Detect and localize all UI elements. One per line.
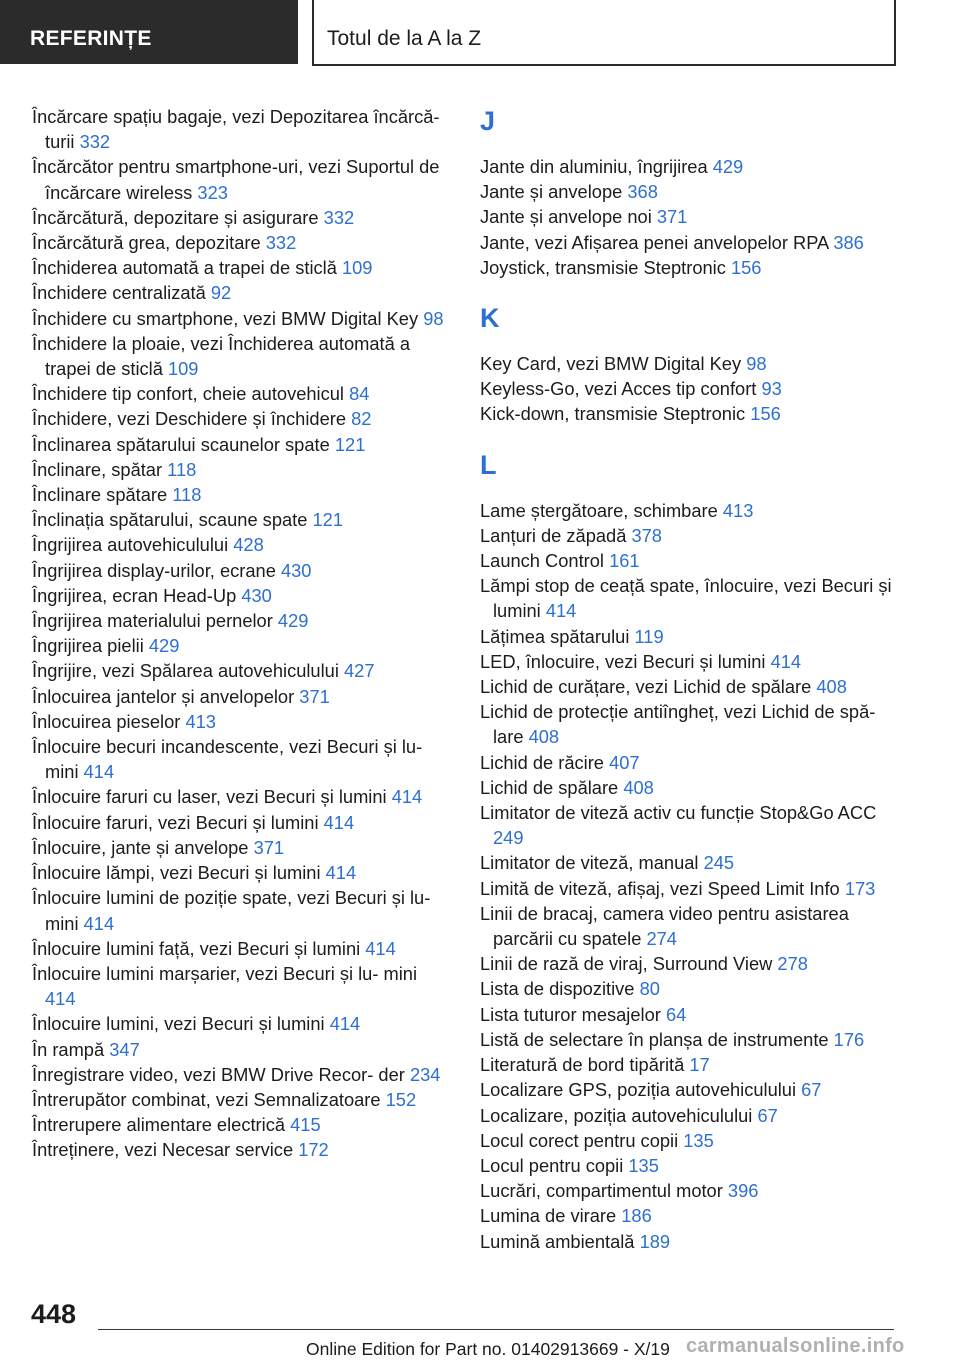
index-entry xyxy=(480,548,900,573)
page-reference-link[interactable]: 408 xyxy=(816,676,847,698)
index-entry xyxy=(32,658,452,683)
index-entry xyxy=(32,860,452,885)
index-entry xyxy=(32,406,452,431)
entry-term: Limită de viteză, afișaj, vezi Speed Limit Info xyxy=(480,877,840,899)
index-entry xyxy=(32,885,452,935)
index-entry xyxy=(480,255,900,280)
page-reference-link[interactable]: 371 xyxy=(656,206,688,228)
index-entry xyxy=(32,1011,452,1036)
index-entry xyxy=(32,608,452,633)
index-entry xyxy=(480,800,900,850)
entry-term: Lista tuturor mesajelor xyxy=(480,1003,661,1025)
index-entry xyxy=(480,401,900,426)
entry-term: Launch Control xyxy=(480,550,604,572)
edition-note: Online Edition for Part no. 01402913669 - X/19 xyxy=(306,1339,670,1359)
page-reference-link[interactable]: 84 xyxy=(349,383,370,405)
index-entry xyxy=(480,1229,900,1254)
page-reference-link[interactable]: 92 xyxy=(210,282,232,304)
index-entry xyxy=(480,750,900,775)
entry-term: Lămpi stop de ceață spate, înlocuire, vezi Becuri și lumini xyxy=(480,575,892,622)
index-entry xyxy=(480,230,900,255)
page-reference-link[interactable]: 413 xyxy=(722,499,754,521)
page-reference-link[interactable]: 135 xyxy=(628,1154,659,1176)
index-entry xyxy=(480,523,900,548)
index-entry xyxy=(480,976,900,1001)
index-entry xyxy=(32,1112,452,1137)
index-entry xyxy=(480,775,900,800)
page-reference-link[interactable]: 429 xyxy=(148,635,180,657)
entry-term: Înlocuire lumini de poziție spate, vezi Becuri și lu‐ mini xyxy=(32,887,431,934)
index-entry xyxy=(480,649,900,674)
index-entry xyxy=(32,255,452,280)
page-reference-link[interactable]: 414 xyxy=(83,761,115,783)
index-entry xyxy=(32,331,452,381)
page-reference-link[interactable]: 414 xyxy=(323,811,355,833)
index-entry xyxy=(480,674,900,699)
page-reference-link[interactable]: 414 xyxy=(365,937,396,959)
entry-term: Îngrijirea, ecran Head-Up xyxy=(32,584,237,606)
page-reference-link[interactable]: 80 xyxy=(639,978,660,1000)
entry-term: Limitator de viteză, manual xyxy=(480,852,699,874)
page-reference-link[interactable]: 414 xyxy=(45,988,76,1010)
entry-term: Înregistrare video, vezi BMW Drive Recor‐ der xyxy=(32,1063,405,1085)
index-entry xyxy=(32,835,452,860)
watermark: carmanualsonline.info xyxy=(686,1335,905,1357)
entry-term: Joystick, transmisie Steptronic xyxy=(480,256,726,278)
page-reference-link[interactable]: 118 xyxy=(167,458,197,480)
entry-term: Lichid de răcire xyxy=(480,751,604,773)
index-entry xyxy=(480,1052,900,1077)
index-entry xyxy=(32,532,452,557)
entry-term: Locul corect pentru copii xyxy=(480,1129,679,1151)
index-letter-heading: L xyxy=(480,449,497,480)
entry-term: Înlocuire faruri cu laser, vezi Becuri și lumini xyxy=(32,786,387,808)
entry-term: Linii de bracaj, camera video pentru asistarea parcării cu spatele xyxy=(480,902,849,950)
page-reference-link[interactable]: 430 xyxy=(241,584,272,606)
page-reference-link[interactable]: 414 xyxy=(391,786,423,808)
entry-term: Încărcătură, depozitare și asigurare xyxy=(32,206,319,228)
page-reference-link[interactable]: 135 xyxy=(683,1129,714,1151)
page-reference-link[interactable]: 98 xyxy=(423,307,444,329)
page-reference-link[interactable]: 98 xyxy=(746,353,767,375)
entry-term: Lucrări, compartimentul motor xyxy=(480,1180,723,1202)
page-reference-link[interactable]: 332 xyxy=(79,131,111,153)
page-reference-link[interactable]: 234 xyxy=(409,1063,441,1085)
page-reference-link[interactable]: 17 xyxy=(689,1054,710,1076)
page-reference-link[interactable]: 396 xyxy=(727,1180,759,1202)
page-reference-link[interactable]: 368 xyxy=(627,181,658,203)
index-entry xyxy=(480,850,900,875)
index-entry xyxy=(480,1128,900,1153)
entry-term: Înlocuire lumini față, vezi Becuri și lumini xyxy=(32,937,361,959)
entry-term: Întreținere, vezi Necesar service xyxy=(32,1139,294,1161)
index-entry xyxy=(32,457,452,482)
page-reference-link[interactable]: 172 xyxy=(298,1139,329,1161)
index-entry xyxy=(480,154,900,179)
index-entry xyxy=(32,230,452,255)
page-reference-link[interactable]: 161 xyxy=(609,550,640,572)
index-entry xyxy=(480,1103,900,1128)
page-reference-link[interactable]: 428 xyxy=(233,534,264,556)
entry-term: Localizare, poziția autovehiculului xyxy=(480,1104,753,1126)
index-entry xyxy=(480,624,900,649)
entry-term: Listă de selectare în planșa de instrumente xyxy=(480,1028,829,1050)
entry-term: Limitator de viteză activ cu funcție Stop&Go ACC xyxy=(480,802,877,824)
index-entry xyxy=(32,810,452,835)
index-entry xyxy=(480,351,900,376)
page-reference-link[interactable]: 430 xyxy=(280,559,312,581)
index-entry xyxy=(32,306,452,331)
entry-term: Înlocuire faruri, vezi Becuri și lumini xyxy=(32,811,319,833)
page-reference-link[interactable]: 414 xyxy=(770,650,802,672)
index-entry xyxy=(32,154,452,204)
index-entry xyxy=(480,876,900,901)
entry-term: Închidere cu smartphone, vezi BMW Digital Key xyxy=(32,307,419,329)
index-entry xyxy=(480,1178,900,1203)
entry-term: Întrerupere alimentare electrică xyxy=(32,1114,286,1136)
page-reference-link[interactable]: 186 xyxy=(621,1205,652,1227)
entry-term: Închidere tip confort, cheie autovehicul xyxy=(32,383,344,405)
page-reference-link[interactable]: 67 xyxy=(801,1079,822,1101)
page-reference-link[interactable]: 67 xyxy=(757,1104,778,1126)
entry-term: Închidere la ploaie, vezi Închiderea automată a trapei de sticlă xyxy=(32,332,411,380)
page-reference-link[interactable]: 407 xyxy=(609,751,640,773)
entry-term: Lista de dispozitive xyxy=(480,978,635,1000)
entry-term: Lățimea spătarului xyxy=(480,625,630,647)
page-reference-link[interactable]: 414 xyxy=(83,912,115,934)
index-column-right xyxy=(480,104,900,1254)
index-entry xyxy=(32,633,452,658)
index-entry xyxy=(32,558,452,583)
page-reference-link[interactable]: 109 xyxy=(167,358,199,380)
index-entry xyxy=(480,1153,900,1178)
page-reference-link[interactable]: 429 xyxy=(277,610,309,632)
page-reference-link[interactable]: 119 xyxy=(634,625,664,647)
page-reference-link[interactable]: 118 xyxy=(172,484,202,506)
index-entry xyxy=(480,498,900,523)
page-reference-link[interactable]: 189 xyxy=(639,1230,671,1252)
entry-term: Înlocuire, jante și anvelope xyxy=(32,836,249,858)
entry-term: Încărcare spațiu bagaje, vezi Depozitarea încărcă‐ turii xyxy=(32,106,440,153)
index-entry xyxy=(32,709,452,734)
index-entry xyxy=(32,432,452,457)
index-entry xyxy=(480,901,900,951)
page-reference-link[interactable]: 378 xyxy=(631,524,662,546)
entry-term: Înlocuire lumini, vezi Becuri și lumini xyxy=(32,1013,325,1035)
page-reference-link[interactable]: 408 xyxy=(623,776,654,798)
entry-term: Închiderea automată a trapei de sticlă xyxy=(32,257,337,279)
entry-term: Locul pentru copii xyxy=(480,1154,624,1176)
index-entry xyxy=(480,1002,900,1027)
footer-divider xyxy=(98,1329,894,1330)
index-entry xyxy=(32,280,452,305)
index-entry xyxy=(480,376,900,401)
entry-term: Înclinare, spătar xyxy=(32,458,163,480)
entry-term: Înlocuire lămpi, vezi Becuri și lumini xyxy=(32,862,321,884)
entry-term: Jante și anvelope noi xyxy=(480,206,652,228)
page-reference-link[interactable]: 371 xyxy=(253,836,285,858)
entry-term: Înlocuirea jantelor și anvelopelor xyxy=(32,685,295,707)
page-reference-link[interactable]: 408 xyxy=(528,726,560,748)
page-reference-link[interactable]: 152 xyxy=(385,1088,417,1110)
entry-term: Lanțuri de zăpadă xyxy=(480,524,627,546)
page-reference-link[interactable]: 64 xyxy=(665,1003,687,1025)
index-entry xyxy=(32,482,452,507)
entry-term: Îngrijirea pielii xyxy=(32,635,144,657)
index-entry xyxy=(32,583,452,608)
page-reference-link[interactable]: 109 xyxy=(341,257,373,279)
entry-term: Îngrijirea autovehiculului xyxy=(32,534,229,556)
index-entry xyxy=(32,104,452,154)
entry-term: Înclinarea spătarului scaunelor spate xyxy=(32,433,330,455)
entry-term: Jante, vezi Afișarea penei anvelopelor RPA xyxy=(480,231,829,253)
page-reference-link[interactable]: 245 xyxy=(703,852,735,874)
index-entry xyxy=(480,1027,900,1052)
index-entry xyxy=(32,1062,452,1087)
section-title: REFERINȚE xyxy=(30,27,152,50)
index-entry xyxy=(32,784,452,809)
index-entry xyxy=(480,179,900,204)
entry-term: Închidere centralizată xyxy=(32,282,206,304)
chapter-title: Totul de la A la Z xyxy=(327,27,482,50)
index-entry xyxy=(480,573,900,623)
entry-term: Lichid de protecție antiîngheț, vezi Lichid de spă‐ lare xyxy=(480,701,876,748)
page-reference-link[interactable]: 121 xyxy=(334,433,366,455)
entry-term: Lichid de spălare xyxy=(480,776,619,798)
entry-term: Încărcătură grea, depozitare xyxy=(32,232,261,254)
index-letter-heading: J xyxy=(480,106,496,136)
entry-term: Îngrijirea display-urilor, ecrane xyxy=(32,559,276,581)
page-reference-link[interactable]: 249 xyxy=(493,827,524,849)
entry-term: LED, înlocuire, vezi Becuri și lumini xyxy=(480,650,766,672)
page-reference-link[interactable]: 121 xyxy=(312,509,344,531)
index-entry xyxy=(32,1137,452,1162)
entry-term: Lame ștergătoare, schimbare xyxy=(480,499,718,521)
index-entry xyxy=(32,205,452,230)
index-entry xyxy=(32,381,452,406)
entry-term: Înclinare spătare xyxy=(32,484,168,506)
page-reference-link[interactable]: 386 xyxy=(833,231,864,253)
index-entry xyxy=(32,1037,452,1062)
entry-term: Kick-down, transmisie Steptronic xyxy=(480,403,746,425)
entry-term: Lichid de curățare, vezi Lichid de spălare xyxy=(480,676,812,698)
section-tab xyxy=(0,0,298,64)
entry-term: Îngrijirea materialului pernelor xyxy=(32,610,273,632)
page-reference-link[interactable]: 278 xyxy=(777,953,808,975)
index-entry xyxy=(32,1087,452,1112)
entry-term: Înlocuire becuri incandescente, vezi Becuri și lu‐ mini xyxy=(32,736,423,783)
index-entry xyxy=(480,1077,900,1102)
page-reference-link[interactable]: 429 xyxy=(712,156,744,177)
entry-term: Lumina de virare xyxy=(480,1205,617,1227)
page-reference-link[interactable]: 415 xyxy=(290,1114,321,1136)
entry-term: Keyless-Go, vezi Acces tip confort xyxy=(480,378,757,400)
entry-term: Închidere, vezi Deschidere și închidere xyxy=(32,408,346,430)
entry-term: Lumină ambientală xyxy=(480,1230,635,1252)
entry-term: Înlocuirea pieselor xyxy=(32,710,181,732)
page-reference-link[interactable]: 414 xyxy=(325,862,357,884)
entry-term: În rampă xyxy=(32,1038,105,1060)
page-header xyxy=(0,0,960,66)
page-reference-link[interactable]: 427 xyxy=(343,660,375,682)
index-entry xyxy=(32,684,452,709)
index-entry xyxy=(480,951,900,976)
entry-term: Linii de rază de viraj, Surround View xyxy=(480,953,773,975)
entry-term: Înlocuire lumini marșarier, vezi Becuri și lu‐ mini xyxy=(32,962,418,984)
page-reference-link[interactable]: 274 xyxy=(646,928,677,950)
index-entry xyxy=(32,507,452,532)
page-reference-link[interactable]: 156 xyxy=(730,256,762,278)
page-reference-link[interactable]: 414 xyxy=(329,1013,361,1035)
index-entry xyxy=(480,204,900,229)
page-reference-link[interactable]: 173 xyxy=(844,877,876,899)
index-entry xyxy=(32,961,452,1011)
entry-term: Încărcător pentru smartphone-uri, vezi Suportul de încărcare wireless xyxy=(32,156,440,203)
index-entry xyxy=(32,936,452,961)
page-reference-link[interactable]: 93 xyxy=(761,378,782,400)
entry-term: Literatură de bord tipărită xyxy=(480,1054,685,1076)
page-reference-link[interactable]: 82 xyxy=(351,408,372,430)
chapter-box xyxy=(312,0,896,66)
entry-term: Întrerupător combinat, vezi Semnalizatoare xyxy=(32,1088,381,1110)
entry-term: Localizare GPS, poziția autovehiculului xyxy=(480,1079,797,1101)
index-column-left xyxy=(32,104,452,1163)
entry-term: Îngrijire, vezi Spălarea autovehiculului xyxy=(32,660,339,682)
page-reference-link[interactable]: 176 xyxy=(833,1028,865,1050)
index-entry xyxy=(32,734,452,784)
page-reference-link[interactable]: 371 xyxy=(299,685,330,707)
entry-term: Key Card, vezi BMW Digital Key xyxy=(480,353,742,375)
entry-term: Jante și anvelope xyxy=(480,181,623,203)
page-reference-link[interactable]: 323 xyxy=(197,181,228,203)
index-entry xyxy=(480,1203,900,1228)
page-reference-link[interactable]: 414 xyxy=(545,600,577,622)
index-entry xyxy=(480,699,900,749)
page-reference-link[interactable]: 332 xyxy=(323,206,355,228)
page-reference-link[interactable]: 413 xyxy=(185,710,216,732)
page-reference-link[interactable]: 347 xyxy=(109,1038,140,1060)
entry-term: Înclinația spătarului, scaune spate xyxy=(32,509,308,531)
entry-term: Jante din aluminiu, îngrijirea xyxy=(480,156,708,177)
index-letter-heading: K xyxy=(480,303,500,334)
page-reference-link[interactable]: 156 xyxy=(750,403,781,425)
page-number: 448 xyxy=(31,1299,77,1329)
page-reference-link[interactable]: 332 xyxy=(265,232,297,254)
